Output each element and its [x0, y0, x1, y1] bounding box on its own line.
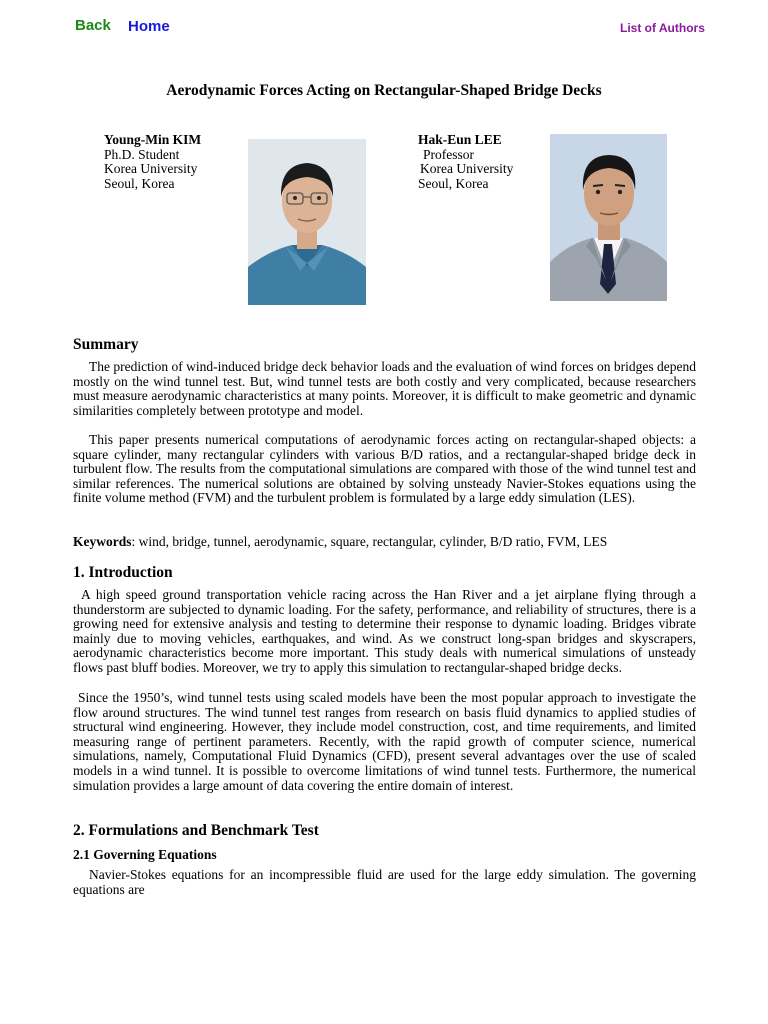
section-2-heading: 2. Formulations and Benchmark Test — [73, 822, 319, 839]
keywords-text: : wind, bridge, tunnel, aerodynamic, square, rectangular, cylinder, B/D ratio, FVM, LES — [131, 534, 608, 549]
keywords-label: Keywords — [73, 534, 132, 549]
author-photo-2 — [550, 134, 667, 301]
author-affiliation: Korea University — [104, 161, 198, 176]
author-photo-1 — [248, 139, 366, 305]
introduction-heading: 1. Introduction — [73, 564, 173, 581]
portrait-2-image — [550, 134, 667, 301]
keywords-line — [73, 535, 696, 550]
author-location: Seoul, Korea — [418, 175, 489, 191]
paper-title: Aerodynamic Forces Acting on Rectangular-Shaped Bridge Decks — [166, 82, 602, 99]
introduction-paragraph-1: A high speed ground transportation vehicle racing across the Han River and a jet airplane flying through a thunderstorm are subjected to dynamic loading. For the safety, performance, and reliability of structures, there is a growing need for extensive analysis and testing to determine their response to dynamic loading. Bridges vibrate mainly due to moving vehicles, earthquakes, and wind. As we construct long-span bridges and skyscrapers, aerodynamic characteristics become more important. This study deals with numerical simulations of unsteady flows past bluff bodies. Moreover, we try to apply this simulation to rectangular-shaped bridge decks. — [73, 587, 696, 675]
author-name: Young-Min KIM — [104, 132, 202, 147]
author-block-2 — [418, 133, 513, 191]
author-affiliation: Korea University — [420, 161, 514, 176]
section-2-1-paragraph: Navier-Stokes equations for an incompressible fluid are used for the large eddy simulation. The governing equations are — [73, 867, 696, 897]
author-name: Hak-Eun LEE — [418, 132, 502, 147]
author-location: Seoul, Korea — [104, 175, 175, 191]
list-of-authors-link[interactable]: List of Authors — [620, 21, 705, 35]
introduction-paragraph-2: Since the 1950’s, wind tunnel tests using scaled models have been the most popular approach to investigate the flow around structures. The wind tunnel test ranges from research on basis fluid dynamics to applied studies of structural wind engineering. However, they include model construction, cost, and time requirements, and limited measuring range of pertinent parameters. Recently, with the rapid growth of computer science, numerical simulations, namely, Computational Fluid Dynamics (CFD), present several advantages over the use of scaled models in a wind tunnel. It is possible to overcome limitations of wind tunnel tests. Furthermore, the numerical simulation provides a large amount of data covering the entire domain of interest. — [73, 690, 696, 793]
home-link[interactable]: Home — [128, 18, 170, 35]
subsection-2-1-heading: 2.1 Governing Equations — [73, 847, 217, 862]
summary-paragraph-1: The prediction of wind-induced bridge deck behavior loads and the evaluation of wind forces on bridges depend mostly on the wind tunnel test. But, wind tunnel tests are both costly and very complicated, because researchers must measure aerodynamic characteristics at many points. Moreover, it is difficult to make geometric and dynamic similarities completely between prototype and model. — [73, 359, 696, 418]
author-role: Professor — [423, 146, 474, 162]
summary-paragraph-2: This paper presents numerical computations of aerodynamic forces acting on rectangular-shaped objects: a square cylinder, many rectangular cylinders with various B/D ratios, and a rectangular-shaped bridge deck in turbulent flow. The results from the computational simulations are compared with those of the wind tunnel test and similar references. The numerical solutions are obtained by solving unsteady Navier-Stokes equations using the finite volume method (FVM) and the turbulent problem is formulated by a large eddy simulation (LES). — [73, 432, 696, 506]
author-block-1 — [104, 133, 201, 191]
back-link[interactable]: Back — [75, 17, 111, 34]
portrait-1-image — [248, 139, 366, 305]
summary-heading: Summary — [73, 336, 139, 353]
author-role: Ph.D. Student — [104, 146, 180, 162]
